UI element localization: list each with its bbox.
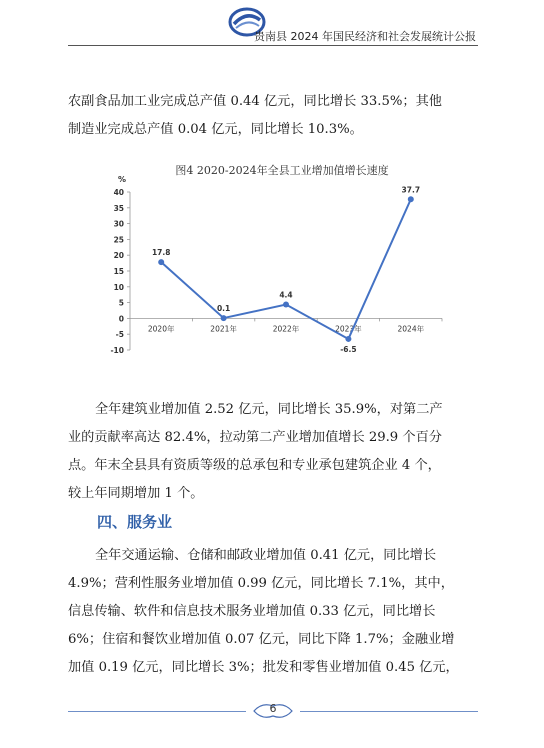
paragraph-services: [68, 542, 478, 682]
paragraph-line: 6%；住宿和餐饮业增加值 0.07 亿元，同比下降 1.7%；金融业增: [68, 632, 455, 647]
paragraph-line: 较上年同期增加 1 个。: [68, 486, 204, 501]
data-label: 0.1: [216, 304, 231, 314]
y-axis-unit-label: %: [117, 175, 127, 184]
section-heading-services: 四、服务业: [97, 513, 173, 531]
x-tick-label: 2022年: [272, 324, 300, 334]
y-tick-label: -10: [110, 346, 124, 355]
industry-growth-line-chart: [92, 160, 452, 360]
y-tick-label: 15: [113, 267, 124, 276]
data-point: [283, 301, 289, 307]
y-tick-label: -5: [115, 330, 124, 340]
x-tick-label: 2023年: [335, 324, 362, 334]
paragraph-line: 全年建筑业增加值 2.52 亿元，同比增长 35.9%，对第二产: [95, 402, 443, 417]
y-tick-label: 20: [113, 251, 124, 261]
paragraph-line: 加值 0.19 亿元，同比增长 3%；批发和零售业增加值 0.45 亿元，: [68, 660, 459, 675]
data-label: -6.5: [340, 344, 357, 354]
data-point: [408, 196, 414, 202]
y-tick-label: 5: [118, 298, 124, 308]
y-tick-label: 35: [113, 203, 124, 213]
paragraph-agri-food: [68, 88, 478, 144]
paragraph-line: 农副食品加工业完成总产值 0.44 亿元，同比增长 33.5%；其他: [68, 94, 442, 109]
data-point: [345, 336, 351, 342]
chart-series: [158, 196, 414, 342]
data-label: 4.4: [279, 290, 293, 300]
data-point: [158, 259, 164, 265]
data-label: 37.7: [401, 185, 421, 195]
y-tick-label: 30: [113, 219, 124, 229]
paragraph-line: 业的贡献率高达 82.4%，拉动第二产业增加值增长 29.9 个百分: [68, 430, 442, 445]
chart-title: 图4 2020-2024年全县工业增加值增长速度: [175, 164, 389, 177]
header-divider: [68, 45, 478, 46]
page-number: 6: [269, 702, 277, 715]
y-tick-label: 0: [118, 314, 124, 324]
x-tick-label: 2020年: [147, 324, 175, 334]
page-header: [68, 0, 478, 48]
paragraph-line: 4.9%；营利性服务业增加值 0.99 亿元，同比增长 7.1%，其中，: [68, 576, 454, 591]
data-point: [221, 315, 227, 321]
header-title: 贵南县 2024 年国民经济和社会发展统计公报: [254, 30, 476, 43]
data-label: 17.8: [151, 248, 171, 258]
chart-axes: [110, 188, 442, 355]
paragraph-line: 点。年末全县具有资质等级的总承包和专业承包建筑企业 4 个，: [68, 458, 441, 473]
page-footer: [68, 700, 478, 730]
paragraph-line: 信息传输、软件和信息技术服务业增加值 0.33 亿元，同比增长: [68, 604, 436, 619]
paragraph-construction: [68, 396, 478, 508]
paragraph-line: 制造业完成总产值 0.04 亿元，同比增长 10.3%。: [68, 122, 363, 137]
paragraph-line: 全年交通运输、仓储和邮政业增加值 0.41 亿元，同比增长: [95, 548, 437, 563]
x-tick-label: 2021年: [210, 324, 237, 334]
y-tick-label: 10: [113, 282, 124, 292]
y-tick-label: 25: [113, 235, 124, 245]
series-line: [161, 199, 411, 339]
y-tick-label: 40: [113, 188, 124, 197]
x-tick-label: 2024年: [397, 324, 425, 334]
